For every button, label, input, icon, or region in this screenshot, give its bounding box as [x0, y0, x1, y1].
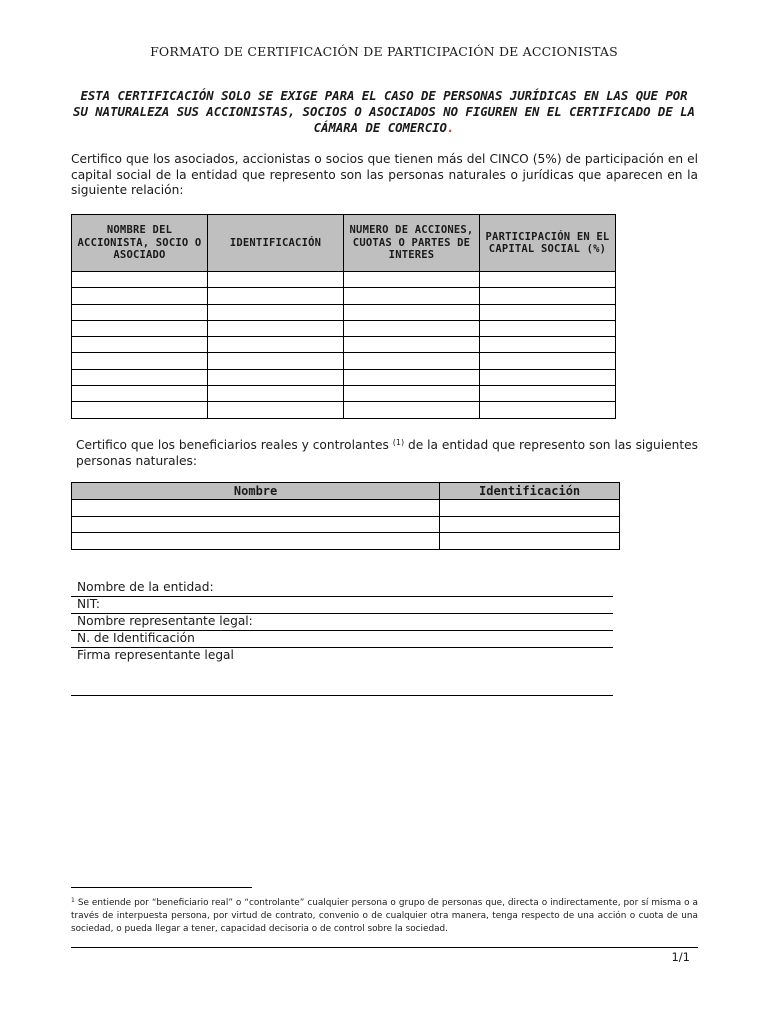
notice-period: . — [446, 121, 455, 135]
table-row — [72, 320, 616, 336]
certification-paragraph-beneficiaries — [76, 435, 698, 469]
table-row — [72, 402, 616, 418]
footnote — [71, 894, 698, 936]
shareholders-table — [71, 214, 616, 419]
certification-paragraph-shareholders: Certifico que los asociados, accionistas o socios que tienen más del CINCO (5%) de participación en el capital social de la entidad que represento son las personas naturales o jurídicas que aparecen en la siguiente relación: — [71, 152, 698, 197]
column-header-shares: NUMERO DE ACCIONES, CUOTAS O PARTES DE INTERES — [344, 215, 480, 272]
table-row — [72, 272, 616, 288]
table-cell[interactable] — [208, 337, 344, 353]
footnote-divider — [71, 887, 252, 888]
table-row — [72, 500, 620, 517]
table-cell[interactable] — [480, 304, 616, 320]
table-cell[interactable] — [480, 288, 616, 304]
table-row — [72, 288, 616, 304]
table-cell[interactable] — [344, 386, 480, 402]
field-legal-representative[interactable]: Nombre representante legal: — [71, 614, 613, 631]
table-cell[interactable] — [440, 533, 620, 550]
notice-text — [72, 88, 696, 136]
table-header-row — [72, 215, 616, 272]
field-signature[interactable]: Firma representante legal — [71, 648, 613, 696]
table-cell[interactable] — [480, 320, 616, 336]
page-number: 1/1 — [671, 950, 690, 964]
footnote-reference: (1) — [392, 438, 405, 447]
table-row — [72, 304, 616, 320]
table-cell[interactable] — [208, 353, 344, 369]
column-header-participation: PARTICIPACIÓN EN EL CAPITAL SOCIAL (%) — [480, 215, 616, 272]
table-cell[interactable] — [208, 272, 344, 288]
table-cell[interactable] — [72, 288, 208, 304]
table-cell[interactable] — [72, 304, 208, 320]
column-header-identification: IDENTIFICACIÓN — [208, 215, 344, 272]
field-nit[interactable]: NIT: — [71, 597, 613, 614]
table-cell[interactable] — [208, 320, 344, 336]
table-cell[interactable] — [480, 353, 616, 369]
table-cell[interactable] — [480, 402, 616, 418]
table-row — [72, 516, 620, 533]
paragraph-text-end: de la entidad que represento son las siguientes personas naturales: — [76, 438, 699, 468]
page-footer-divider — [71, 947, 698, 948]
field-identification-number[interactable]: N. de Identificación — [71, 631, 613, 648]
table-cell[interactable] — [72, 533, 440, 550]
table-cell[interactable] — [344, 304, 480, 320]
table-cell[interactable] — [208, 386, 344, 402]
table-cell[interactable] — [440, 516, 620, 533]
field-entity-name[interactable]: Nombre de la entidad: — [71, 580, 613, 597]
table-cell[interactable] — [208, 304, 344, 320]
table-cell[interactable] — [72, 402, 208, 418]
table-cell[interactable] — [440, 500, 620, 517]
table-cell[interactable] — [344, 288, 480, 304]
notice-body: ESTA CERTIFICACIÓN SOLO SE EXIGE PARA EL CASO DE PERSONAS JURÍDICAS EN LAS QUE POR SU NATURALEZA SUS ACCIONISTAS, SOCIOS O ASOCIADOS NO FIGUREN EN EL CERTIFICADO DE LA CÁMARA DE COMERCIO — [73, 89, 695, 135]
beneficiaries-table — [71, 482, 620, 550]
table-row — [72, 337, 616, 353]
table-cell[interactable] — [72, 272, 208, 288]
table-cell[interactable] — [344, 320, 480, 336]
table-row — [72, 369, 616, 385]
table-cell[interactable] — [208, 369, 344, 385]
table-row — [72, 353, 616, 369]
table-cell[interactable] — [480, 386, 616, 402]
table-cell[interactable] — [72, 320, 208, 336]
table-cell[interactable] — [208, 288, 344, 304]
table-cell[interactable] — [208, 402, 344, 418]
column-header-name: NOMBRE DEL ACCIONISTA, SOCIO O ASOCIADO — [72, 215, 208, 272]
signature-fields — [71, 580, 613, 696]
footnote-mark: 1 — [71, 897, 75, 904]
table-cell[interactable] — [344, 272, 480, 288]
footnote-text: Se entiende por “beneficiario real” o “controlante” cualquier persona o grupo de personas que, directa o indirectamente, por sí misma o a través de interpuesta persona, por virtud de contrato, convenio o de cualquier otra manera, tenga respecto de una acción o cuota de una sociedad, o pueda llegar a tener, capacidad decisoria o de control sobre la sociedad. — [71, 898, 698, 934]
document-title: FORMATO DE CERTIFICACIÓN DE PARTICIPACIÓN DE ACCIONISTAS — [150, 44, 618, 59]
table-cell[interactable] — [72, 516, 440, 533]
table-cell[interactable] — [344, 402, 480, 418]
table-cell[interactable] — [72, 353, 208, 369]
table-row — [72, 386, 616, 402]
column-header-nombre: Nombre — [72, 483, 440, 500]
table-cell[interactable] — [72, 369, 208, 385]
paragraph-text-start: Certifico que los beneficiarios reales y controlantes — [76, 438, 393, 452]
table-cell[interactable] — [344, 337, 480, 353]
table-row — [72, 533, 620, 550]
table-header-row — [72, 483, 620, 500]
column-header-identificacion: Identificación — [440, 483, 620, 500]
table-cell[interactable] — [72, 337, 208, 353]
table-cell[interactable] — [480, 369, 616, 385]
table-cell[interactable] — [344, 353, 480, 369]
table-cell[interactable] — [72, 500, 440, 517]
table-cell[interactable] — [72, 386, 208, 402]
table-cell[interactable] — [480, 337, 616, 353]
table-cell[interactable] — [344, 369, 480, 385]
table-cell[interactable] — [480, 272, 616, 288]
